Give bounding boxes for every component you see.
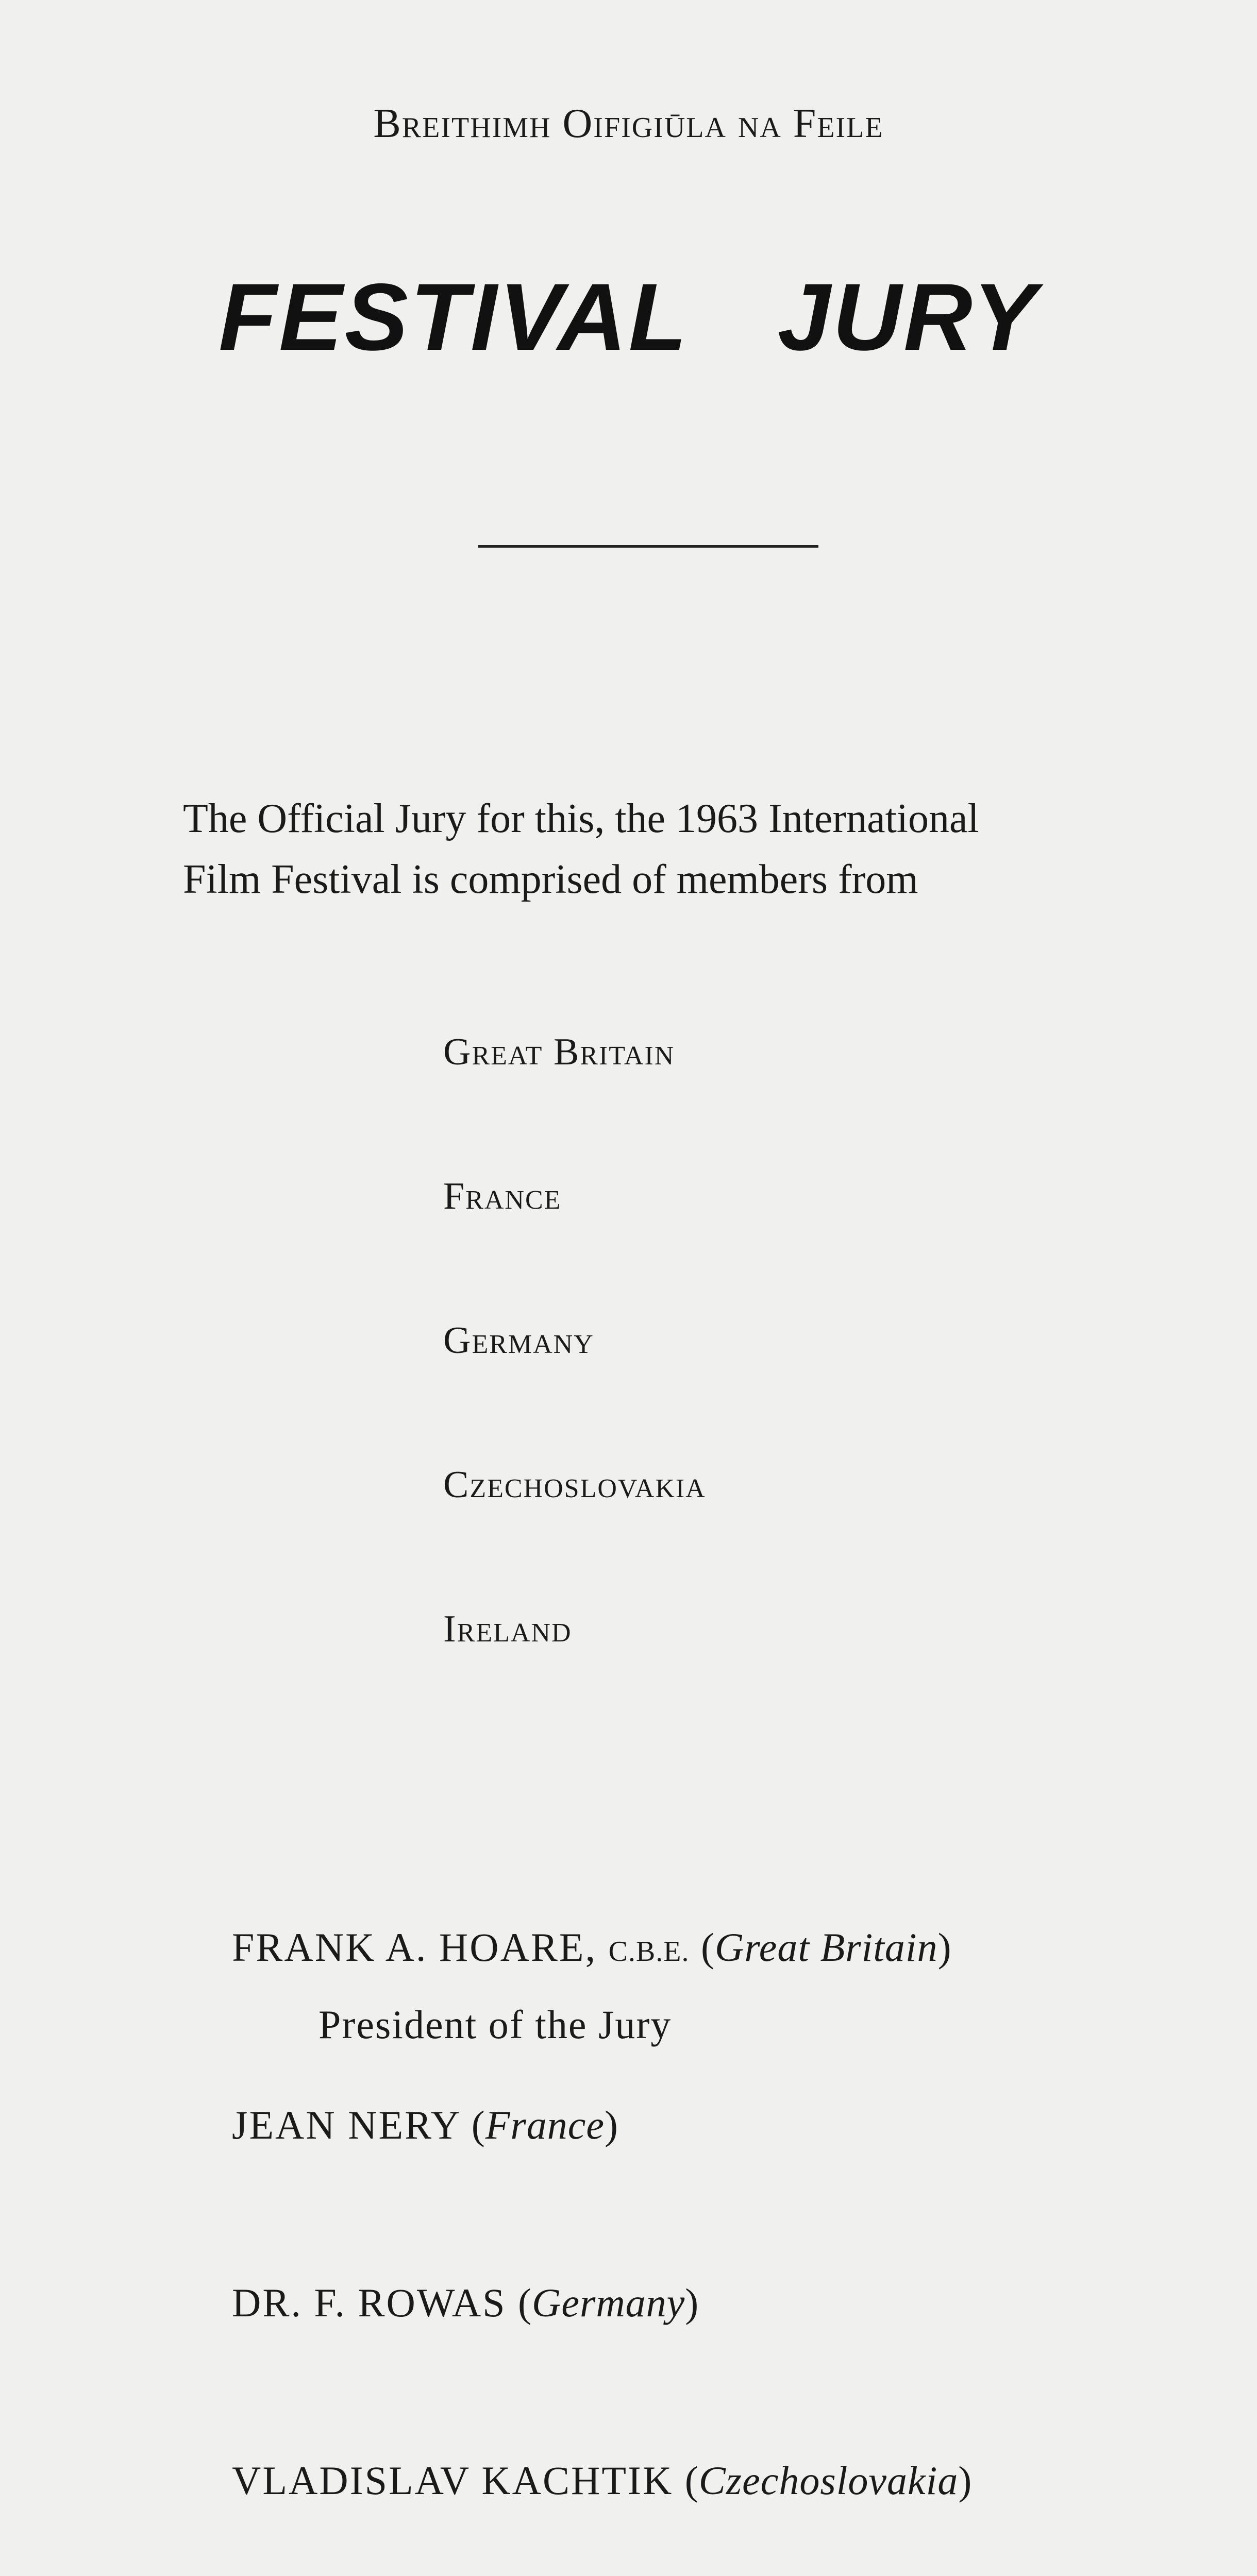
intro-paragraph [183, 788, 1162, 910]
member-name: FRANK A. HOARE, [232, 1925, 597, 1970]
country-item: Germany [443, 1319, 594, 1362]
member-country: Germany [532, 2280, 685, 2325]
page-title: FESTIVAL JURY [219, 264, 1038, 370]
member-country: Great Britain [714, 1925, 938, 1970]
member-country: Czechoslovakia [698, 2458, 959, 2503]
member-name: VLADISLAV KACHTIK [232, 2458, 674, 2503]
country-item: France [443, 1175, 562, 1217]
jury-member: VLADISLAV KACHTIK (Czechoslovakia) [232, 2458, 973, 2503]
irish-title: Breithimh Oifigiūla na Feile [373, 101, 884, 146]
member-country: France [485, 2103, 605, 2147]
country-item: Great Britain [443, 1031, 675, 1073]
jury-member: DR. F. ROWAS (Germany) [232, 2280, 699, 2325]
member-name: DR. F. ROWAS [232, 2280, 507, 2325]
intro-line: The Official Jury for this, the 1963 International [183, 796, 979, 841]
title-divider [478, 545, 818, 548]
intro-line: Film Festival is comprised of members from [183, 857, 918, 902]
country-list [443, 1030, 706, 1752]
president-role: President of the Jury [319, 2002, 672, 2047]
member-name: JEAN NERY [232, 2103, 460, 2147]
country-item: Ireland [443, 1608, 572, 1650]
jury-member: JEAN NERY (France) [232, 2103, 619, 2147]
country-item: Czechoslovakia [443, 1464, 706, 1506]
jury-president: FRANK A. HOARE, C.B.E. (Great Britain) [232, 1925, 952, 1970]
member-honour: C.B.E. [608, 1936, 690, 1968]
